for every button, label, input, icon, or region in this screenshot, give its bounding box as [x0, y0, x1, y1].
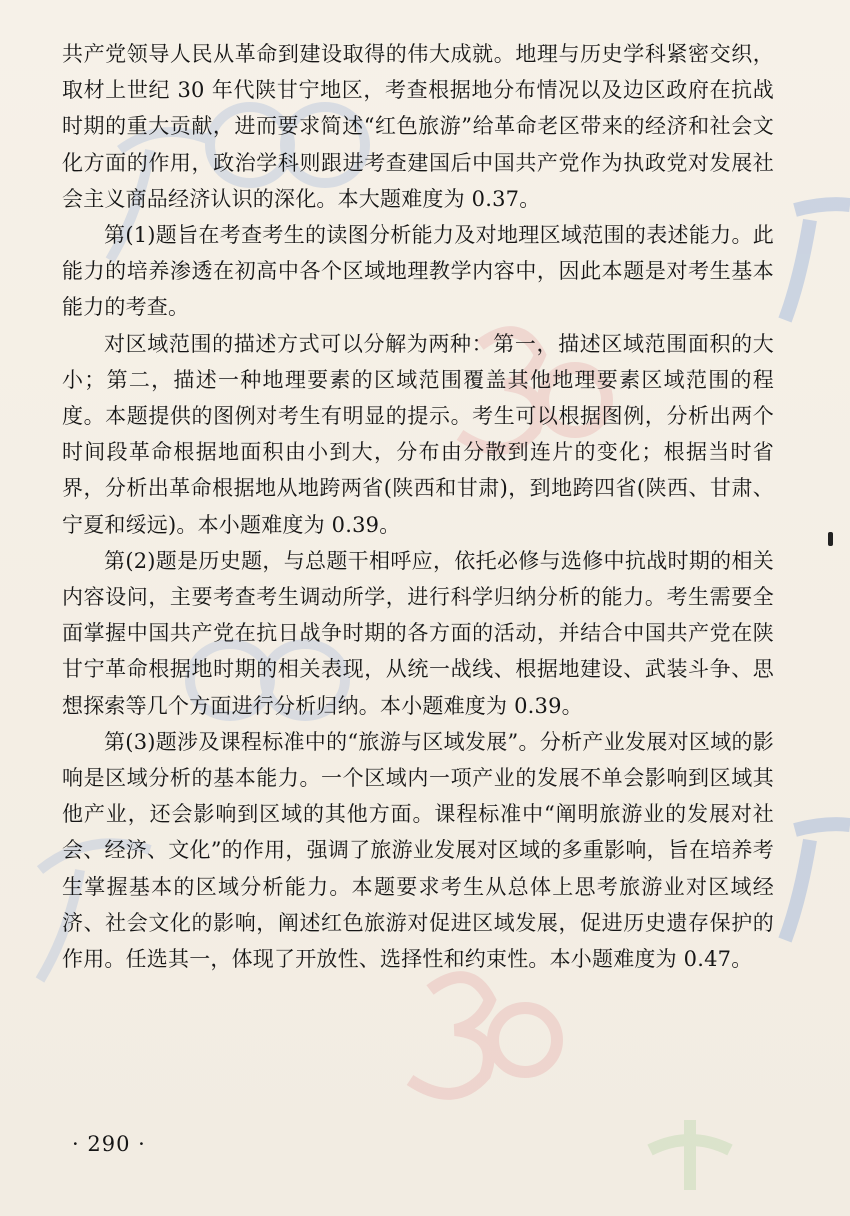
body-text — [62, 36, 774, 977]
paragraph-4: 第(2)题是历史题，与总题干相呼应，依托必修与选修中抗战时期的相关内容设问，主要考查考生调动所学，进行科学归纳分析的能力。考生需要全面掌握中国共产党在抗日战争时期的各方面的活动，并结合中国共产党在陕甘宁革命根据地时期的相关表现，从统一战线、根据地建设、武装斗争、思想探索等几个方面进行分析归纳。本小题难度为 0.39。 — [62, 548, 774, 718]
paragraph-5: 第(3)题涉及课程标准中的“旅游与区域发展”。分析产业发展对区域的影响是区域分析的基本能力。一个区域内一项产业的发展不单会影响到区域其他产业，还会影响到区域的其他方面。课程标准中“阐明旅游业的发展对社会、经济、文化”的作用，强调了旅游业发展对区域的多重影响，旨在培养考生掌握基本的区域分析能力。本题要求考生从总体上思考旅游业对区域经济、社会文化的影响，阐述红色旅游对促进区域发展，促进历史遗存保护的作用。任选其一，体现了开放性、选择性和约束性。本小题难度为 0.47。 — [62, 729, 774, 972]
paragraph-2: 第(1)题旨在考查考生的读图分析能力及对地理区域范围的表述能力。此能力的培养渗透在初高中各个区域地理教学内容中，因此本题是对考生基本能力的考查。 — [62, 223, 774, 320]
page-number: · 290 · — [72, 1132, 146, 1156]
paragraph-3: 对区域范围的描述方式可以分解为两种：第一，描述区域范围面积的大小；第二，描述一种地理要素的区域范围覆盖其他地理要素区域范围的程度。本题提供的图例对考生有明显的提示。考生可以根据图例，分析出两个时间段革命根据地面积由小到大，分布由分散到连片的变化；根据当时省界，分析出革命根据地从地跨两省(陕西和甘肃)，到地跨四省(陕西、甘肃、宁夏和绥远)。本小题难度为 0.39。 — [62, 331, 774, 537]
scan-mark — [828, 532, 833, 546]
paragraph-1: 共产党领导人民从革命到建设取得的伟大成就。地理与历史学科紧密交织，取材上世纪 30 年代陕甘宁地区，考查根据地分布情况以及边区政府在抗战时期的重大贡献，进而要求简述“红色旅游”给革命老区带来的经济和社会文化方面的作用，政治学科则跟进考查建国后中国共产党作为执政党对发展社会主义商品经济认识的深化。本大题难度为 0.37。 — [62, 42, 774, 211]
